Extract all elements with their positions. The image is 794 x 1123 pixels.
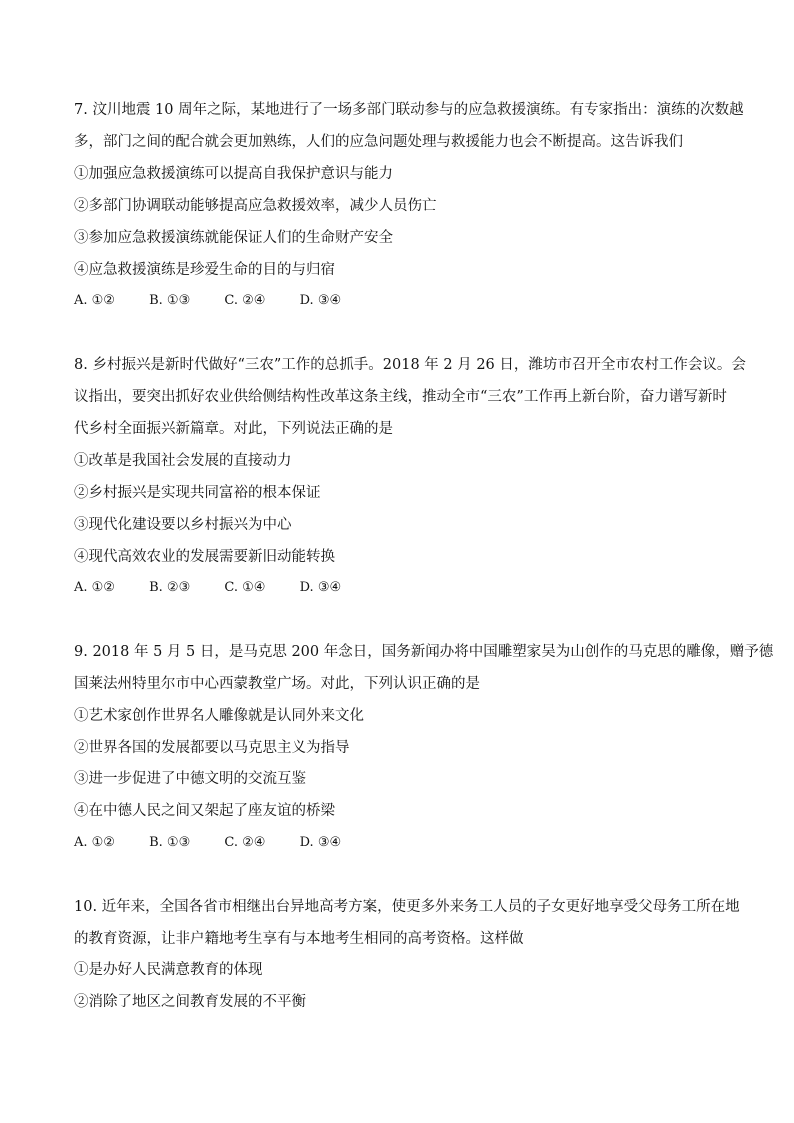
- option-a: A. ①②: [74, 293, 115, 308]
- option-d: D. ③④: [299, 580, 342, 595]
- choice-item: ②多部门协调联动能够提高应急救援效率，减少人员伤亡: [74, 198, 437, 214]
- option-a: A. ①②: [74, 580, 115, 595]
- choice-item: ④应急救援演练是珍爱生命的目的与归宿: [74, 262, 335, 278]
- answer-options: [74, 833, 371, 853]
- choice-item: ①改革是我国社会发展的直接动力: [74, 453, 292, 469]
- option-b: B. ①③: [149, 293, 191, 308]
- option-c: C. ②④: [224, 835, 266, 850]
- choice-item: ③现代化建设要以乡村振兴为中心: [74, 517, 292, 533]
- question-stem-line: 9. 2018 年 5 月 5 日，是马克思 200 年念日，国务新闻办将中国雕塑家吴为山创作的马克思的雕像，赠予德: [74, 644, 774, 660]
- question-stem-line: 8. 乡村振兴是新时代做好“三农”工作的总抓手。2018 年 2 月 26 日，潍坊市召开全市农村工作会议。会: [74, 357, 746, 373]
- choice-item: ④现代高效农业的发展需要新旧动能转换: [74, 549, 335, 565]
- choice-item: ①加强应急救援演练可以提高自我保护意识与能力: [74, 166, 393, 182]
- option-d: D. ③④: [299, 835, 342, 850]
- question-stem-line: 国莱法州特里尔市中心西蒙教堂广场。对此，下列认识正确的是: [74, 676, 480, 692]
- question-stem-line: 多，部门之间的配合就会更加熟练，人们的应急问题处理与救援能力也会不断提高。这告诉我们: [74, 134, 683, 150]
- question-stem-line: 10. 近年来，全国各省市相继出台异地高考方案，使更多外来务工人员的子女更好地享受父母务工所在地: [74, 899, 740, 915]
- question-stem-line: 7. 汶川地震 10 周年之际，某地进行了一场多部门联动参与的应急救援演练。有专家指出：演练的次数越: [74, 102, 744, 118]
- question-stem-line: 议指出，要突出抓好农业供给侧结构性改革这条主线，推动全市“三农”工作再上新台阶，奋力谱写新时: [74, 389, 727, 405]
- choice-item: ①是办好人民满意教育的体现: [74, 962, 263, 978]
- question-stem-line: 的教育资源，让非户籍地考生享有与本地考生相同的高考资格。这样做: [74, 931, 524, 947]
- choice-item: ③进一步促进了中德文明的交流互鉴: [74, 771, 306, 787]
- option-a: A. ①②: [74, 835, 115, 850]
- option-c: C. ②④: [224, 293, 266, 308]
- answer-options: [74, 291, 371, 311]
- choice-item: ②乡村振兴是实现共同富裕的根本保证: [74, 485, 321, 501]
- option-b: B. ①③: [149, 835, 191, 850]
- choice-item: ②消除了地区之间教育发展的不平衡: [74, 994, 306, 1010]
- question-stem-line: 代乡村全面振兴新篇章。对此，下列说法正确的是: [74, 421, 393, 437]
- option-d: D. ③④: [299, 293, 342, 308]
- option-c: C. ①④: [224, 580, 266, 595]
- choice-item: ②世界各国的发展都要以马克思主义为指导: [74, 740, 350, 756]
- choice-item: ①艺术家创作世界名人雕像就是认同外来文化: [74, 708, 364, 724]
- option-b: B. ②③: [149, 580, 191, 595]
- choice-item: ④在中德人民之间又架起了座友谊的桥梁: [74, 803, 335, 819]
- answer-options: [74, 578, 371, 598]
- choice-item: ③参加应急救援演练就能保证人们的生命财产安全: [74, 230, 393, 246]
